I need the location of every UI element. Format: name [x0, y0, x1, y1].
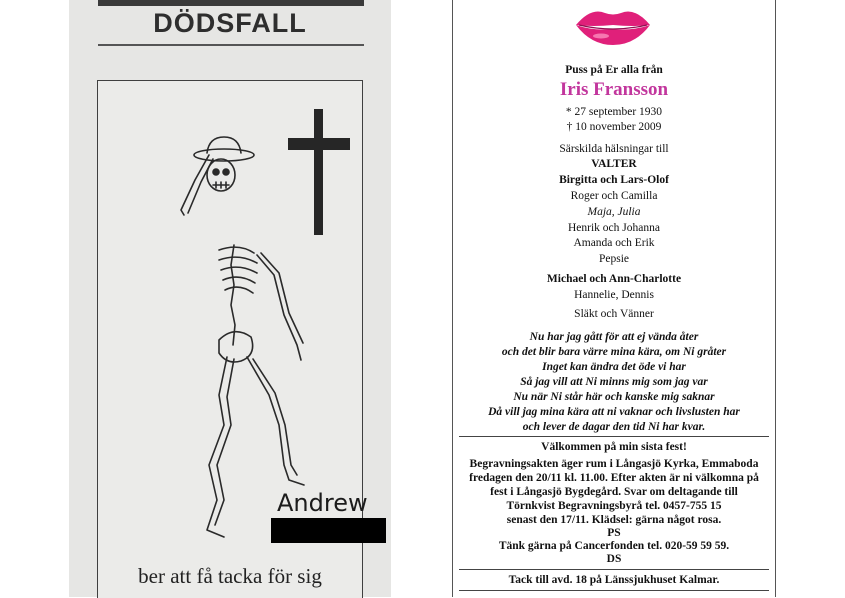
left-obituary-clipping [69, 0, 391, 597]
section-header: DÖDSFALL [153, 8, 307, 38]
family-line: Maja, Julia [587, 206, 641, 218]
divider [459, 436, 769, 437]
redacted-surname-bar [271, 518, 386, 543]
header-divider [98, 44, 364, 46]
greeting-line: Puss på Er alla från [565, 64, 663, 76]
poem-line: Inget kan ändra det öde vi har [542, 361, 686, 373]
family-line: Pepsie [598, 253, 630, 265]
poem-line: Nu har jag gått för att ej vända åter [529, 331, 699, 343]
ceremony-line: fredagen den 20/11 kl. 11.00. Efter akten är ni välkomna på [469, 472, 759, 484]
family-line: Amanda och Erik [573, 237, 655, 249]
ds-label: DS [606, 553, 622, 565]
poem-line: och lever de dagar den tid Ni har kvar. [522, 421, 706, 433]
right-obituary-clipping [452, 0, 776, 597]
ceremony-line: fest i Långasjö Bygdegård. Svar om deltagande till [490, 486, 738, 498]
family-line: Hannelie, Dennis [574, 289, 654, 301]
greetings-header: Särskilda hälsningar till [559, 143, 669, 155]
death-date: † 10 november 2009 [566, 121, 662, 133]
deceased-name: Iris Fransson [559, 79, 669, 100]
ceremony-line: Törnkvist Begravningsbyrå tel. 0457-755 15 [506, 500, 722, 512]
closing-line: ber att få tacka för sig [138, 564, 322, 588]
birth-date: * 27 september 1930 [565, 106, 663, 118]
family-line: Roger och Camilla [570, 190, 658, 202]
family-line: Birgitta och Lars-Olof [559, 174, 669, 186]
divider [459, 569, 769, 570]
family-line: VALTER [591, 158, 637, 170]
poem-line: och det blir bara värre mina kära, om Ni gråter [501, 346, 727, 358]
divider [459, 590, 769, 591]
poem-line: Nu när Ni står här och kanske mig saknar [513, 391, 715, 403]
welcome-line: Välkommen på min sista fest! [541, 441, 687, 453]
poem-line: Så jag vill att Ni minns mig som jag var [520, 376, 708, 388]
poem-line: Då vill jag mina kära att ni vaknar och livslusten har [488, 406, 740, 418]
ps-label: PS [607, 527, 621, 539]
signature-name: Andrew [277, 489, 368, 517]
ceremony-line: Begravningsakten äger rum i Långasjö Kyrka, Emmaboda [469, 458, 759, 470]
family-line: Henrik och Johanna [568, 222, 660, 234]
thanks-line: Tack till avd. 18 på Länssjukhuset Kalmar. [508, 574, 720, 586]
ceremony-line: senast den 17/11. Klädsel: gärna något rosa. [506, 514, 722, 526]
family-line: Michael och Ann-Charlotte [546, 273, 682, 285]
top-border-bar [98, 0, 364, 6]
ps-text: Tänk gärna på Cancerfonden tel. 020-59 59 59. [498, 540, 730, 552]
family-line: Släkt och Vänner [574, 308, 654, 320]
kiss-lips-icon [573, 3, 653, 48]
